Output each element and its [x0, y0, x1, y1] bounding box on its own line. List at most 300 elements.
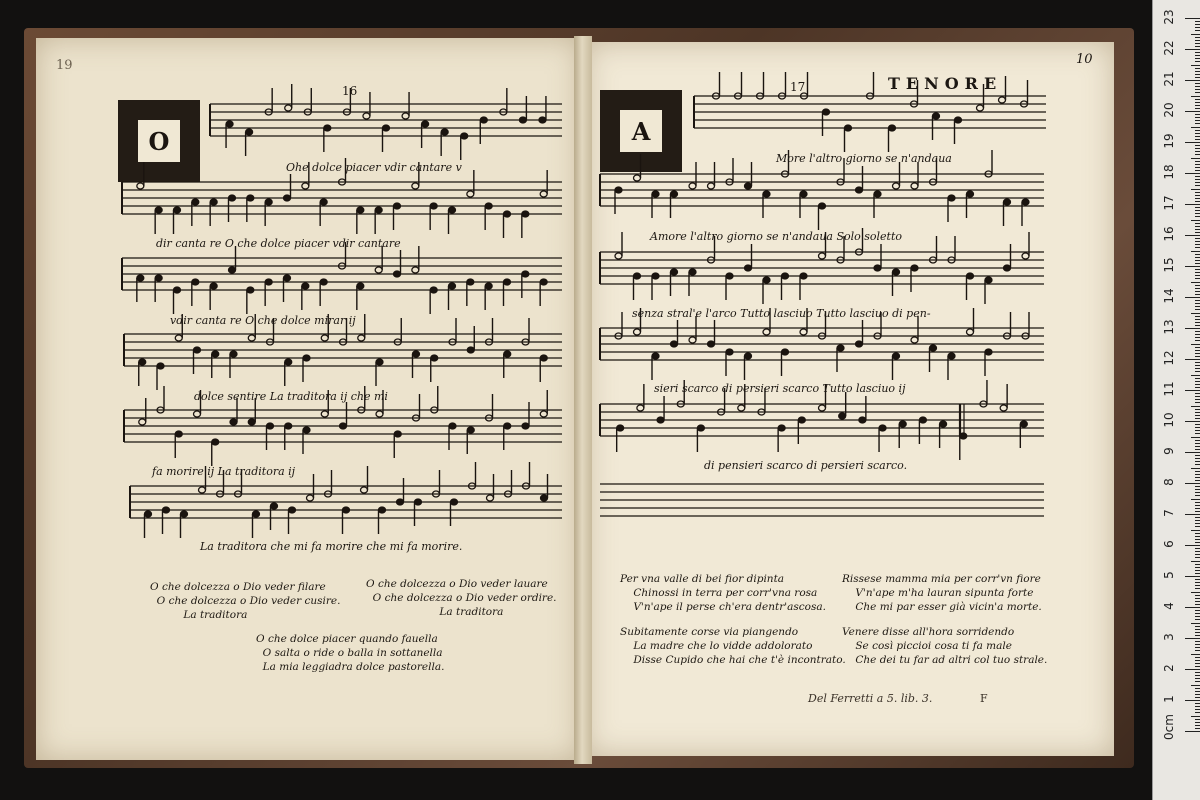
page-footer: Del Ferretti a 5. lib. 3.	[808, 692, 933, 705]
note-head	[230, 419, 237, 425]
note-head	[379, 507, 386, 513]
note-head	[210, 199, 217, 205]
ruler-minor-tick	[1195, 610, 1200, 611]
ruler-minor-tick	[1195, 706, 1200, 707]
note-head	[480, 117, 487, 123]
note-head	[985, 277, 992, 283]
ruler-minor-tick	[1195, 61, 1200, 62]
note-head	[893, 183, 900, 189]
ruler-minor-tick	[1195, 247, 1200, 248]
ruler-minor-tick	[1195, 319, 1200, 320]
ruler-minor-tick	[1195, 89, 1200, 90]
ruler-tick	[1185, 576, 1200, 577]
note-head	[246, 129, 253, 135]
note-head	[540, 411, 547, 417]
note-head	[285, 105, 292, 111]
note-head	[358, 335, 365, 341]
right-corner-mark: 10	[1076, 52, 1093, 67]
ruler-minor-tick	[1195, 613, 1200, 614]
verse-block: Per vna valle di bei fior dipinta Chinossi in terra per corr'vna rosa V'n'ape il perse ch'era dentr'ascosa.	[620, 573, 826, 613]
ruler-minor-tick	[1195, 660, 1200, 661]
ruler-minor-tick	[1195, 489, 1200, 490]
ruler-minor-tick	[1191, 158, 1200, 159]
note-head	[540, 279, 547, 285]
note-head	[320, 279, 327, 285]
ruler-number: 21	[1162, 71, 1176, 87]
ruler-minor-tick	[1191, 251, 1200, 252]
note-head	[412, 267, 419, 273]
ruler-minor-tick	[1195, 350, 1200, 351]
ruler-minor-tick	[1195, 164, 1200, 165]
ruler-minor-tick	[1195, 619, 1200, 620]
ruler-minor-tick	[1195, 269, 1200, 270]
note-head	[634, 273, 641, 279]
note-head	[745, 183, 752, 189]
ruler-minor-tick	[1191, 468, 1200, 469]
initial-letter: A	[620, 110, 662, 152]
ruler-minor-tick	[1195, 455, 1200, 456]
note-head	[467, 279, 474, 285]
ruler-minor-tick	[1195, 570, 1200, 571]
ruler-minor-tick	[1195, 557, 1200, 558]
ruler-minor-tick	[1195, 678, 1200, 679]
ruler-minor-tick	[1195, 709, 1200, 710]
note-head	[229, 195, 236, 201]
verse-block: O che dolcezza o Dio veder lauare O che dolcezza o Dio veder ordire. La traditora	[366, 578, 557, 618]
ruler-minor-tick	[1195, 502, 1200, 503]
ruler-minor-tick	[1195, 644, 1200, 645]
ruler-minor-tick	[1195, 139, 1200, 140]
left-page-number: 16	[342, 84, 358, 98]
note-head	[139, 419, 146, 425]
ruler-minor-tick	[1195, 86, 1200, 87]
ruler-minor-tick	[1195, 92, 1200, 93]
note-head	[689, 337, 696, 343]
ruler-minor-tick	[1195, 554, 1200, 555]
ruler-tick	[1185, 483, 1200, 484]
ruler-minor-tick	[1195, 123, 1200, 124]
note-head	[940, 421, 947, 427]
lyric-line: fa morire ij La traditora ij	[152, 465, 296, 478]
ruler-tick	[1185, 514, 1200, 515]
note-head	[357, 283, 364, 289]
note-head	[289, 507, 296, 513]
ruler-minor-tick	[1195, 384, 1200, 385]
ruler-minor-tick	[1195, 495, 1200, 496]
note-head	[919, 417, 926, 423]
note-head	[911, 337, 918, 343]
verse-block: O che dolce piacer quando fauella O salta o ride o balla in sottanella La mia leggiadra dolce pastorella.	[256, 633, 445, 673]
ruler-minor-tick	[1191, 65, 1200, 66]
note-head	[967, 273, 974, 279]
note-head	[320, 199, 327, 205]
ruler-minor-tick	[1195, 334, 1200, 335]
ruler-minor-tick	[1195, 148, 1200, 149]
ruler-minor-tick	[1195, 585, 1200, 586]
note-head	[485, 203, 492, 209]
note-head	[823, 109, 830, 115]
ruler-minor-tick	[1195, 564, 1200, 565]
ruler-minor-tick	[1195, 725, 1200, 726]
ruler-minor-tick	[1195, 365, 1200, 366]
ruler-minor-tick	[1195, 471, 1200, 472]
ruler-minor-tick	[1195, 192, 1200, 193]
note-head	[985, 349, 992, 355]
note-head	[302, 183, 309, 189]
ruler-number: 6	[1162, 540, 1176, 548]
ruler-minor-tick	[1195, 511, 1200, 512]
ruler-minor-tick	[1195, 151, 1200, 152]
ruler-minor-tick	[1195, 120, 1200, 121]
note-head	[697, 425, 704, 431]
ruler-minor-tick	[1195, 691, 1200, 692]
ruler-minor-tick	[1195, 371, 1200, 372]
note-head	[879, 425, 886, 431]
ruler-tick	[1185, 731, 1200, 732]
note-head	[859, 417, 866, 423]
ruler-minor-tick	[1195, 480, 1200, 481]
ruler-minor-tick	[1195, 154, 1200, 155]
note-head	[175, 431, 182, 437]
ruler-minor-tick	[1195, 114, 1200, 115]
note-head	[798, 417, 805, 423]
note-head	[504, 211, 511, 217]
ruler-tick	[1185, 359, 1200, 360]
ruler-minor-tick	[1195, 272, 1200, 273]
ruler-minor-tick	[1195, 418, 1200, 419]
note-head	[504, 423, 511, 429]
ruler-minor-tick	[1195, 595, 1200, 596]
ruler-minor-tick	[1195, 161, 1200, 162]
ruler-minor-tick	[1195, 588, 1200, 589]
ruler-tick	[1185, 669, 1200, 670]
note-head	[415, 499, 422, 505]
ruler-minor-tick	[1195, 722, 1200, 723]
ruler-number: 10	[1162, 412, 1176, 428]
ruler-minor-tick	[1195, 517, 1200, 518]
note-head	[430, 203, 437, 209]
ruler-minor-tick	[1195, 244, 1200, 245]
note-head	[671, 191, 678, 197]
ruler-minor-tick	[1195, 458, 1200, 459]
note-head	[657, 417, 664, 423]
lyric-line: La traditora che mi fa morire che mi fa morire.	[200, 540, 463, 553]
right-page-number: 17	[790, 80, 806, 94]
ruler-minor-tick	[1195, 362, 1200, 363]
ruler-minor-tick	[1195, 412, 1200, 413]
ruler-minor-tick	[1195, 681, 1200, 682]
ruler-minor-tick	[1195, 260, 1200, 261]
note-head	[412, 183, 419, 189]
note-head	[689, 269, 696, 275]
ruler-tick	[1185, 266, 1200, 267]
ruler-number: 12	[1162, 350, 1176, 366]
note-head	[541, 495, 548, 501]
ruler-minor-tick	[1195, 542, 1200, 543]
note-head	[615, 187, 622, 193]
note-head	[615, 253, 622, 259]
ruler-number: 15	[1162, 257, 1176, 273]
note-head	[763, 329, 770, 335]
ruler-minor-tick	[1195, 176, 1200, 177]
ruler-minor-tick	[1191, 344, 1200, 345]
note-head	[634, 175, 641, 181]
note-head	[1004, 199, 1011, 205]
ruler-minor-tick	[1195, 58, 1200, 59]
ruler-minor-tick	[1195, 37, 1200, 38]
ruler-minor-tick	[1195, 424, 1200, 425]
ruler-minor-tick	[1191, 654, 1200, 655]
ruler-number: 5	[1162, 571, 1176, 579]
lyric-line: Ohe dolce piacer vdir cantare v	[286, 161, 462, 174]
ruler-minor-tick	[1195, 548, 1200, 549]
note-head	[708, 183, 715, 189]
note-head	[652, 353, 659, 359]
note-head	[671, 341, 678, 347]
note-head	[199, 487, 206, 493]
voice-part-heading: TENORE	[888, 74, 1003, 93]
lyric-line: Amore l'altro giorno se n'andaua Solo soletto	[650, 230, 903, 243]
ruler-minor-tick	[1191, 530, 1200, 531]
initial-letter: O	[138, 120, 180, 162]
note-head	[139, 359, 146, 365]
ruler-minor-tick	[1195, 43, 1200, 44]
note-head	[212, 351, 219, 357]
ruler-minor-tick	[1195, 216, 1200, 217]
ruler-minor-tick	[1191, 127, 1200, 128]
ruler-number: 9	[1162, 447, 1176, 455]
note-head	[137, 275, 144, 281]
ruler-number: 11	[1162, 381, 1176, 397]
lyric-line: More l'altro giorno se n'andaua	[776, 152, 952, 165]
note-head	[778, 425, 785, 431]
ruler-minor-tick	[1195, 21, 1200, 22]
note-head	[522, 423, 529, 429]
ruler-minor-tick	[1195, 291, 1200, 292]
note-head	[539, 117, 546, 123]
ruler-minor-tick	[1195, 170, 1200, 171]
note-head	[999, 97, 1006, 103]
note-head	[726, 349, 733, 355]
ruler-minor-tick	[1195, 263, 1200, 264]
ruler-minor-tick	[1191, 406, 1200, 407]
ruler-minor-tick	[1191, 220, 1200, 221]
note-head	[449, 207, 456, 213]
ruler-minor-tick	[1195, 368, 1200, 369]
note-head	[930, 345, 937, 351]
note-head	[800, 273, 807, 279]
lyric-line: sieri scarco di persieri scarco Tutto lasciuo ij	[654, 382, 906, 395]
ruler-tick	[1185, 80, 1200, 81]
ruler-minor-tick	[1195, 108, 1200, 109]
ruler-minor-tick	[1195, 356, 1200, 357]
ruler-minor-tick	[1195, 68, 1200, 69]
ruler-number: 13	[1162, 319, 1176, 335]
measurement-ruler	[1152, 0, 1200, 800]
note-head	[1020, 421, 1027, 427]
note-head	[210, 283, 217, 289]
note-head	[376, 411, 383, 417]
lyric-line: vdir canta re O che dolce mirar ij	[170, 314, 356, 327]
ruler-minor-tick	[1195, 616, 1200, 617]
note-head	[933, 113, 940, 119]
note-head	[194, 411, 201, 417]
ruler-minor-tick	[1191, 716, 1200, 717]
note-head	[845, 125, 852, 131]
verse-block: O che dolcezza o Dio veder filare O che dolcezza o Dio veder cusire. La traditora	[150, 581, 341, 621]
ruler-minor-tick	[1195, 306, 1200, 307]
ruler-minor-tick	[1195, 477, 1200, 478]
note-head	[955, 117, 962, 123]
note-head	[899, 421, 906, 427]
note-head	[155, 275, 162, 281]
note-head	[192, 199, 199, 205]
ruler-minor-tick	[1195, 675, 1200, 676]
ruler-number: 14	[1162, 288, 1176, 304]
note-head	[467, 347, 474, 353]
ruler-minor-tick	[1195, 229, 1200, 230]
ruler-minor-tick	[1195, 650, 1200, 651]
note-head	[394, 271, 401, 277]
note-head	[265, 279, 272, 285]
ruler-minor-tick	[1195, 632, 1200, 633]
note-head	[247, 195, 254, 201]
note-head	[634, 329, 641, 335]
note-head	[394, 431, 401, 437]
ruler-minor-tick	[1195, 427, 1200, 428]
note-head	[422, 121, 429, 127]
note-head	[1022, 199, 1029, 205]
note-head	[284, 195, 291, 201]
ruler-minor-tick	[1195, 663, 1200, 664]
ruler-minor-tick	[1195, 443, 1200, 444]
note-head	[226, 121, 233, 127]
ruler-minor-tick	[1195, 309, 1200, 310]
note-head	[519, 117, 526, 123]
ruler-minor-tick	[1191, 313, 1200, 314]
ruler-minor-tick	[1195, 30, 1200, 31]
ruler-minor-tick	[1195, 666, 1200, 667]
ruler-minor-tick	[1195, 415, 1200, 416]
note-head	[271, 503, 278, 509]
ruler-number: 18	[1162, 164, 1176, 180]
ruler-minor-tick	[1195, 635, 1200, 636]
ruler-minor-tick	[1195, 601, 1200, 602]
note-head	[449, 283, 456, 289]
note-head	[1022, 253, 1029, 259]
ruler-minor-tick	[1195, 207, 1200, 208]
ruler-minor-tick	[1195, 449, 1200, 450]
ruler-minor-tick	[1195, 396, 1200, 397]
note-head	[157, 363, 164, 369]
ruler-minor-tick	[1195, 241, 1200, 242]
ruler-minor-tick	[1195, 433, 1200, 434]
ruler-minor-tick	[1195, 464, 1200, 465]
ruler-minor-tick	[1195, 257, 1200, 258]
ruler-minor-tick	[1191, 592, 1200, 593]
ruler-minor-tick	[1195, 430, 1200, 431]
ruler-minor-tick	[1195, 573, 1200, 574]
ruler-number: 23	[1162, 9, 1176, 25]
ruler-tick	[1185, 49, 1200, 50]
ruler-number: 4	[1162, 602, 1176, 610]
ruler-minor-tick	[1195, 198, 1200, 199]
ruler-minor-tick	[1195, 331, 1200, 332]
note-head	[363, 113, 370, 119]
note-head	[394, 203, 401, 209]
note-head	[324, 125, 331, 131]
ruler-number: 16	[1162, 226, 1176, 242]
note-head	[397, 499, 404, 505]
note-head	[361, 487, 368, 493]
note-head	[253, 511, 260, 517]
ruler-minor-tick	[1195, 130, 1200, 131]
ruler-minor-tick	[1195, 567, 1200, 568]
ruler-minor-tick	[1195, 117, 1200, 118]
note-head	[485, 283, 492, 289]
ruler-minor-tick	[1195, 657, 1200, 658]
note-head	[343, 507, 350, 513]
note-head	[967, 191, 974, 197]
ruler-tick	[1185, 545, 1200, 546]
ruler-minor-tick	[1195, 598, 1200, 599]
note-head	[948, 353, 955, 359]
lyric-line: dolce sentire La traditora ij che mi	[194, 390, 388, 403]
ruler-minor-tick	[1191, 623, 1200, 624]
note-head	[782, 349, 789, 355]
note-head	[874, 265, 881, 271]
note-head	[451, 499, 458, 505]
note-head	[819, 253, 826, 259]
ruler-number: 17	[1162, 195, 1176, 211]
ruler-minor-tick	[1195, 551, 1200, 552]
ruler-number: 3	[1162, 633, 1176, 641]
note-head	[340, 423, 347, 429]
note-head	[375, 207, 382, 213]
note-head	[745, 265, 752, 271]
ruler-minor-tick	[1191, 282, 1200, 283]
ruler-number: 1	[1162, 695, 1176, 703]
ruler-minor-tick	[1195, 226, 1200, 227]
ruler-minor-tick	[1195, 288, 1200, 289]
ruler-minor-tick	[1195, 40, 1200, 41]
lyric-line: dir canta re O che dolce piacer vdir cantare	[156, 237, 401, 250]
note-head	[504, 351, 511, 357]
ruler-minor-tick	[1195, 83, 1200, 84]
note-head	[192, 279, 199, 285]
note-head	[522, 271, 529, 277]
note-head	[321, 335, 328, 341]
note-head	[375, 267, 382, 273]
ruler-minor-tick	[1195, 393, 1200, 394]
note-head	[284, 275, 291, 281]
ruler-minor-tick	[1195, 604, 1200, 605]
note-head	[285, 359, 292, 365]
note-head	[265, 199, 272, 205]
note-head	[307, 495, 314, 501]
note-head	[1004, 265, 1011, 271]
ruler-tick	[1185, 18, 1200, 19]
verse-block: Rissese mamma mia per corr'vn fiore V'n'ape m'ha lauran sipunta forte Che mi par esser già vicin'a morte.	[842, 573, 1042, 613]
ruler-tick	[1185, 297, 1200, 298]
ruler-minor-tick	[1195, 55, 1200, 56]
ruler-minor-tick	[1195, 582, 1200, 583]
ruler-minor-tick	[1195, 719, 1200, 720]
note-head	[617, 425, 624, 431]
ruler-minor-tick	[1191, 96, 1200, 97]
note-head	[652, 273, 659, 279]
note-head	[540, 191, 547, 197]
